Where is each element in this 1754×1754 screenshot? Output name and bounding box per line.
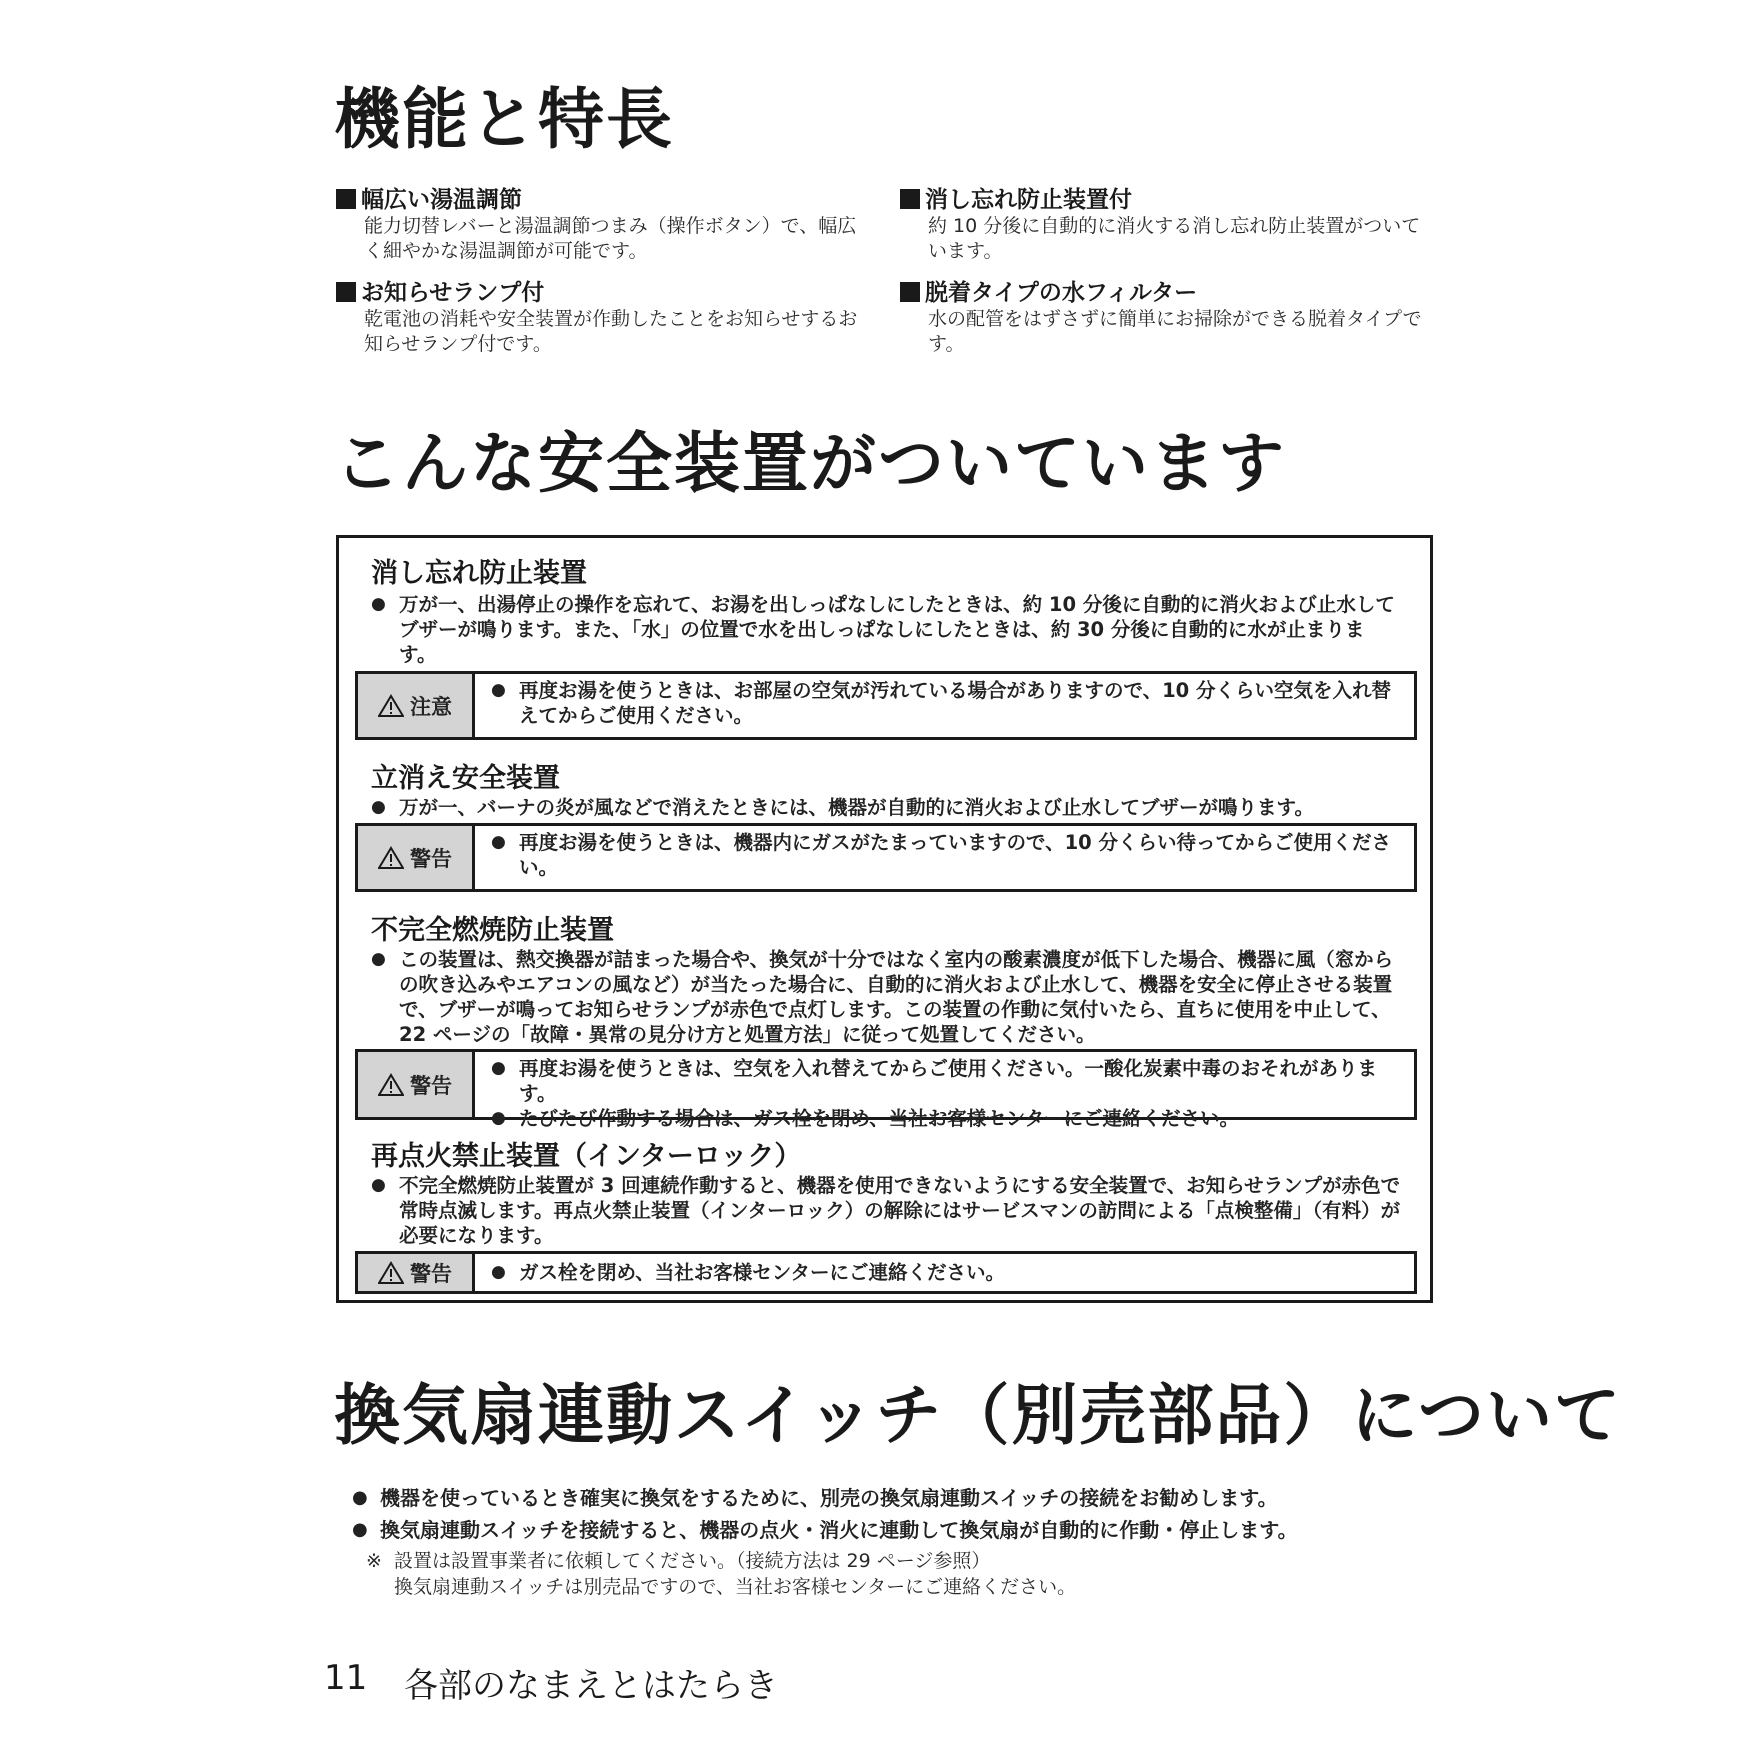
warning-triangle-icon xyxy=(378,1261,404,1285)
ventilation-bullet: ● 換気扇連動スイッチを接続すると、機器の点火・消火に連動して換気扇が自動的に作動・停止します。 xyxy=(352,1518,1298,1542)
feature-item xyxy=(900,186,1440,264)
warning-triangle-icon xyxy=(378,694,404,718)
bullet-icon: ● xyxy=(352,1487,368,1508)
warning-triangle-icon xyxy=(378,846,404,870)
page-number: 11 xyxy=(324,1658,368,1698)
section-title: 不完全燃焼防止装置 xyxy=(371,915,614,946)
feature-item xyxy=(336,279,876,357)
feature-title: 幅広い湯温調節 xyxy=(361,187,522,213)
section-text: ● 万が一、バーナの炎が風などで消えたときには、機器が自動的に消火および止水してブザーが鳴ります。 xyxy=(371,796,1314,819)
bullet-icon: ● xyxy=(371,1175,386,1195)
bullet-icon: ● xyxy=(491,1262,506,1282)
section-text: ● 万が一、出湯停止の操作を忘れて、お湯を出しっぱなしにしたときは、約 10 分後に自動的に消火および止水してブザーが鳴ります。また、「水」の位置で水を出しっぱなしにしたときは、約 30 分後に自動的に水が止まります。 xyxy=(371,593,1395,666)
safety-heading: こんな安全装置がついています xyxy=(334,425,1286,502)
bullet-icon: ● xyxy=(371,949,386,969)
bullet-icon: ● xyxy=(371,594,386,614)
reference-mark: ※ xyxy=(366,1550,382,1572)
note-text: ● 再度お湯を使うときは、お部屋の空気が汚れている場合がありますので、10 分くらい空気を入れ替えてからご使用ください。 xyxy=(491,679,1392,727)
section-title: 立消え安全装置 xyxy=(371,763,560,794)
reference-note: 換気扇連動スイッチは別売品ですので、当社お客様センターにご連絡ください。 xyxy=(394,1576,1077,1598)
feature-desc: 能力切替レバーと湯温調節つまみ（操作ボタン）で、幅広く細やかな湯温調節が可能です。 xyxy=(364,215,857,262)
feature-title: 脱着タイプの水フィルター xyxy=(925,280,1198,306)
features-heading: 機能と特長 xyxy=(334,81,674,158)
bullet-icon: ● xyxy=(491,1058,506,1078)
bullet-icon: ● xyxy=(491,1108,506,1128)
note-label: 警告 xyxy=(410,1073,452,1098)
caution-note xyxy=(355,671,1417,740)
feature-desc: 水の配管をはずさずに簡単にお掃除ができる脱着タイプです。 xyxy=(928,308,1422,355)
bullet-icon: ● xyxy=(491,832,506,852)
feature-item xyxy=(336,186,876,264)
warning-note xyxy=(355,1251,1417,1294)
note-label: 警告 xyxy=(410,1261,452,1286)
feature-title: お知らせランプ付 xyxy=(361,280,545,306)
section-text: ● 不完全燃焼防止装置が 3 回連続作動すると、機器を使用できないようにする安全装置で、お知らせランプが赤色で常時点滅します。再点火禁止装置（インターロック）の解除にはサービスマンの訪問による「点検整備」（有料）が必要になります。 xyxy=(371,1174,1401,1247)
footer-section-title: 各部のなまえとはたらき xyxy=(404,1666,778,1706)
ventilation-bullet: ● 機器を使っているとき確実に換気をするために、別売の換気扇連動スイッチの接続をお勧めします。 xyxy=(352,1486,1278,1510)
feature-desc: 約 10 分後に自動的に消火する消し忘れ防止装置がついています。 xyxy=(928,215,1421,262)
section-title: 再点火禁止装置（インターロック） xyxy=(371,1141,802,1172)
square-bullet-icon xyxy=(336,189,356,209)
section-title: 消し忘れ防止装置 xyxy=(371,558,587,589)
warning-triangle-icon xyxy=(378,1073,404,1097)
feature-title: 消し忘れ防止装置付 xyxy=(925,187,1132,213)
feature-desc: 乾電池の消耗や安全装置が作動したことをお知らせするお知らせランプ付です。 xyxy=(364,308,858,355)
note-label: 注意 xyxy=(410,694,452,719)
warning-note xyxy=(355,1049,1417,1130)
safety-devices-box xyxy=(336,535,1433,1303)
square-bullet-icon xyxy=(336,282,356,302)
square-bullet-icon xyxy=(900,282,920,302)
square-bullet-icon xyxy=(900,189,920,209)
bullet-icon: ● xyxy=(491,680,506,700)
note-label: 警告 xyxy=(410,846,452,871)
section-text: ● この装置は、熱交換器が詰まった場合や、換気が十分ではなく室内の酸素濃度が低下した場合、機器に風（窓からの吹き込みやエアコンの風など）が当たった場合に、自動的に消火および止水して、機器を安全に停止させる装置で、ブザーが鳴ってお知らせランプが赤色で点灯します。この装置の作動に気付いたら、直ちに使用を中止して、22 ページの「故障・異常の見分け方と処置方法」に従って処置してください。 xyxy=(371,948,1394,1046)
bullet-icon: ● xyxy=(352,1519,368,1540)
note-text: ● 再度お湯を使うときは、機器内にガスがたまっていますので、10 分くらい待ってからご使用ください。 xyxy=(491,831,1392,879)
warning-note xyxy=(355,823,1417,892)
feature-item xyxy=(900,279,1440,357)
bullet-icon: ● xyxy=(371,797,386,817)
note-text: ● たびたび作動する場合は、ガス栓を閉め、当社お客様センターにご連絡ください。 xyxy=(491,1107,1239,1130)
ventilation-heading: 換気扇連動スイッチ（別売部品）について xyxy=(334,1377,1623,1454)
note-text: ● ガス栓を閉め、当社お客様センターにご連絡ください。 xyxy=(491,1261,1005,1284)
note-text: ● 再度お湯を使うときは、空気を入れ替えてからご使用ください。一酸化炭素中毒のおそれがあります。 xyxy=(491,1057,1378,1105)
reference-note: ※ 設置は設置事業者に依頼してください。（接続方法は 29 ページ参照） xyxy=(366,1550,991,1572)
